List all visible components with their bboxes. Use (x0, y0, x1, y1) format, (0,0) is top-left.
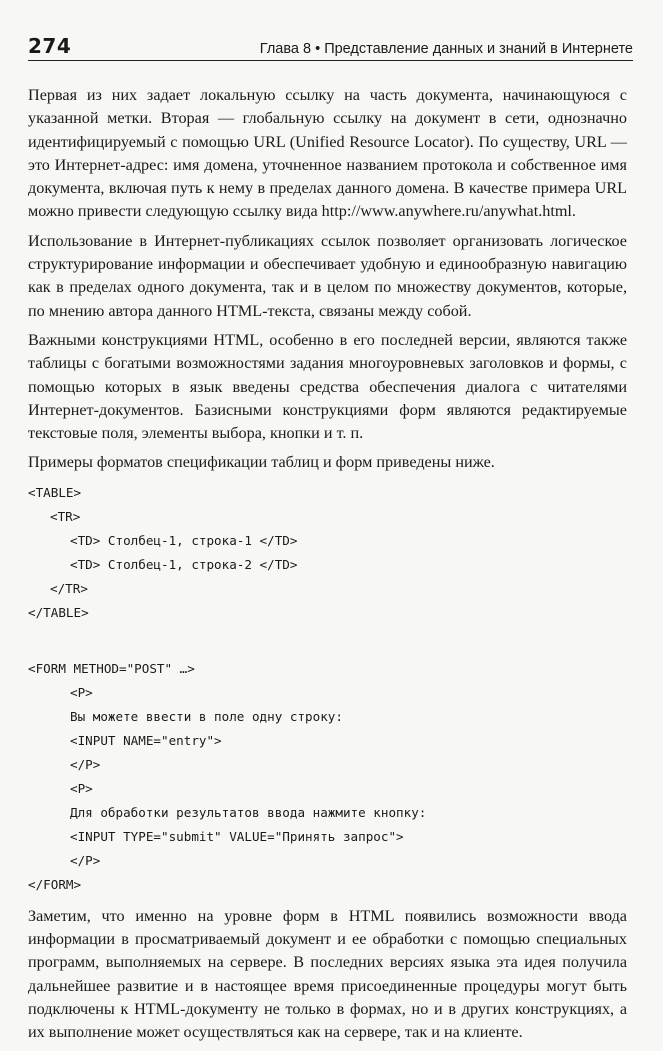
paragraph: Примеры форматов спецификации таблиц и форм приведены ниже. (28, 453, 495, 472)
page-number: 274 (28, 34, 72, 58)
code-line: <INPUT TYPE="submit" VALUE="Принять запрос"> (70, 828, 404, 844)
running-head: Глава 8 • Представление данных и знаний в Интернете (259, 41, 633, 57)
paragraph: Важными конструкциями HTML, особенно в его последней версии, являются также таблицы с богатыми возможностями задания многоуровневых заголовков и формы, с помощью которых в язык введены средства обеспечения диалога с читателями Интернет-документов. Базисными конструкциями форм являются редактируемые текстовые поля, элементы выбора, кнопки и т. п. (28, 330, 627, 443)
code-line: <TR> (50, 508, 81, 524)
code-line: </TABLE> (28, 604, 89, 620)
paragraph: Первая из них задает локальную ссылку на часть документа, начинающуюся с указанной метки. Вторая — глобальную ссылку на документ в сети, однозначно идентифицируемый с помощью URL (Unified Resource Locator). По существу, URL — это Интернет-адрес: имя домена, уточненное названием протокола и собственное имя документа, включая путь к нему в пределах данного домена. В качестве примера URL можно привести следующую ссылку вида http://www.anywhere.ru/anywhat.html. (28, 86, 627, 221)
code-line: <TD> Столбец-1, строка-1 </TD> (70, 532, 298, 548)
code-line: Вы можете ввести в поле одну строку: (70, 708, 343, 724)
code-line: </FORM> (28, 876, 82, 892)
code-line: </TR> (50, 580, 88, 596)
code-line: <INPUT NAME="entry"> (70, 732, 222, 748)
code-table-example (28, 481, 627, 625)
spacer (28, 633, 627, 657)
code-line: <P> (70, 780, 93, 796)
paragraph: Заметим, что именно на уровне форм в HTML появились возможности ввода информации в просматриваемый документ и ее обработки с помощью специальных программ, выполняемых на сервере. В последних версиях языка эта идея получила дальнейшее развитие и в настоящее время присоединенные процедуры могут быть подключены к HTML-документу не только в формах, но и в других конструкциях, а их выполнение может осуществляться как на сервере, так и на клиенте. (28, 906, 627, 1042)
code-line: <TABLE> (28, 484, 82, 500)
code-line: <FORM METHOD="POST" …> (28, 660, 195, 676)
code-line: <P> (70, 684, 93, 700)
page-body (28, 84, 627, 1051)
code-form-example (28, 657, 627, 897)
code-line: </P> (70, 756, 101, 772)
code-line: Для обработки результатов ввода нажмите кнопку: (70, 804, 427, 820)
paragraph: Использование в Интернет-публикациях ссылок позволяет организовать логическое структурирование информации и обеспечивает удобную и единообразную навигацию как в пределах одного документа, так и в целом по множеству документов, которые, по мнению автора данного HTML-текста, связаны между собой. (28, 231, 627, 320)
code-line: </P> (70, 852, 101, 868)
code-line: <TD> Столбец-1, строка-2 </TD> (70, 556, 298, 572)
page-header (28, 34, 633, 61)
